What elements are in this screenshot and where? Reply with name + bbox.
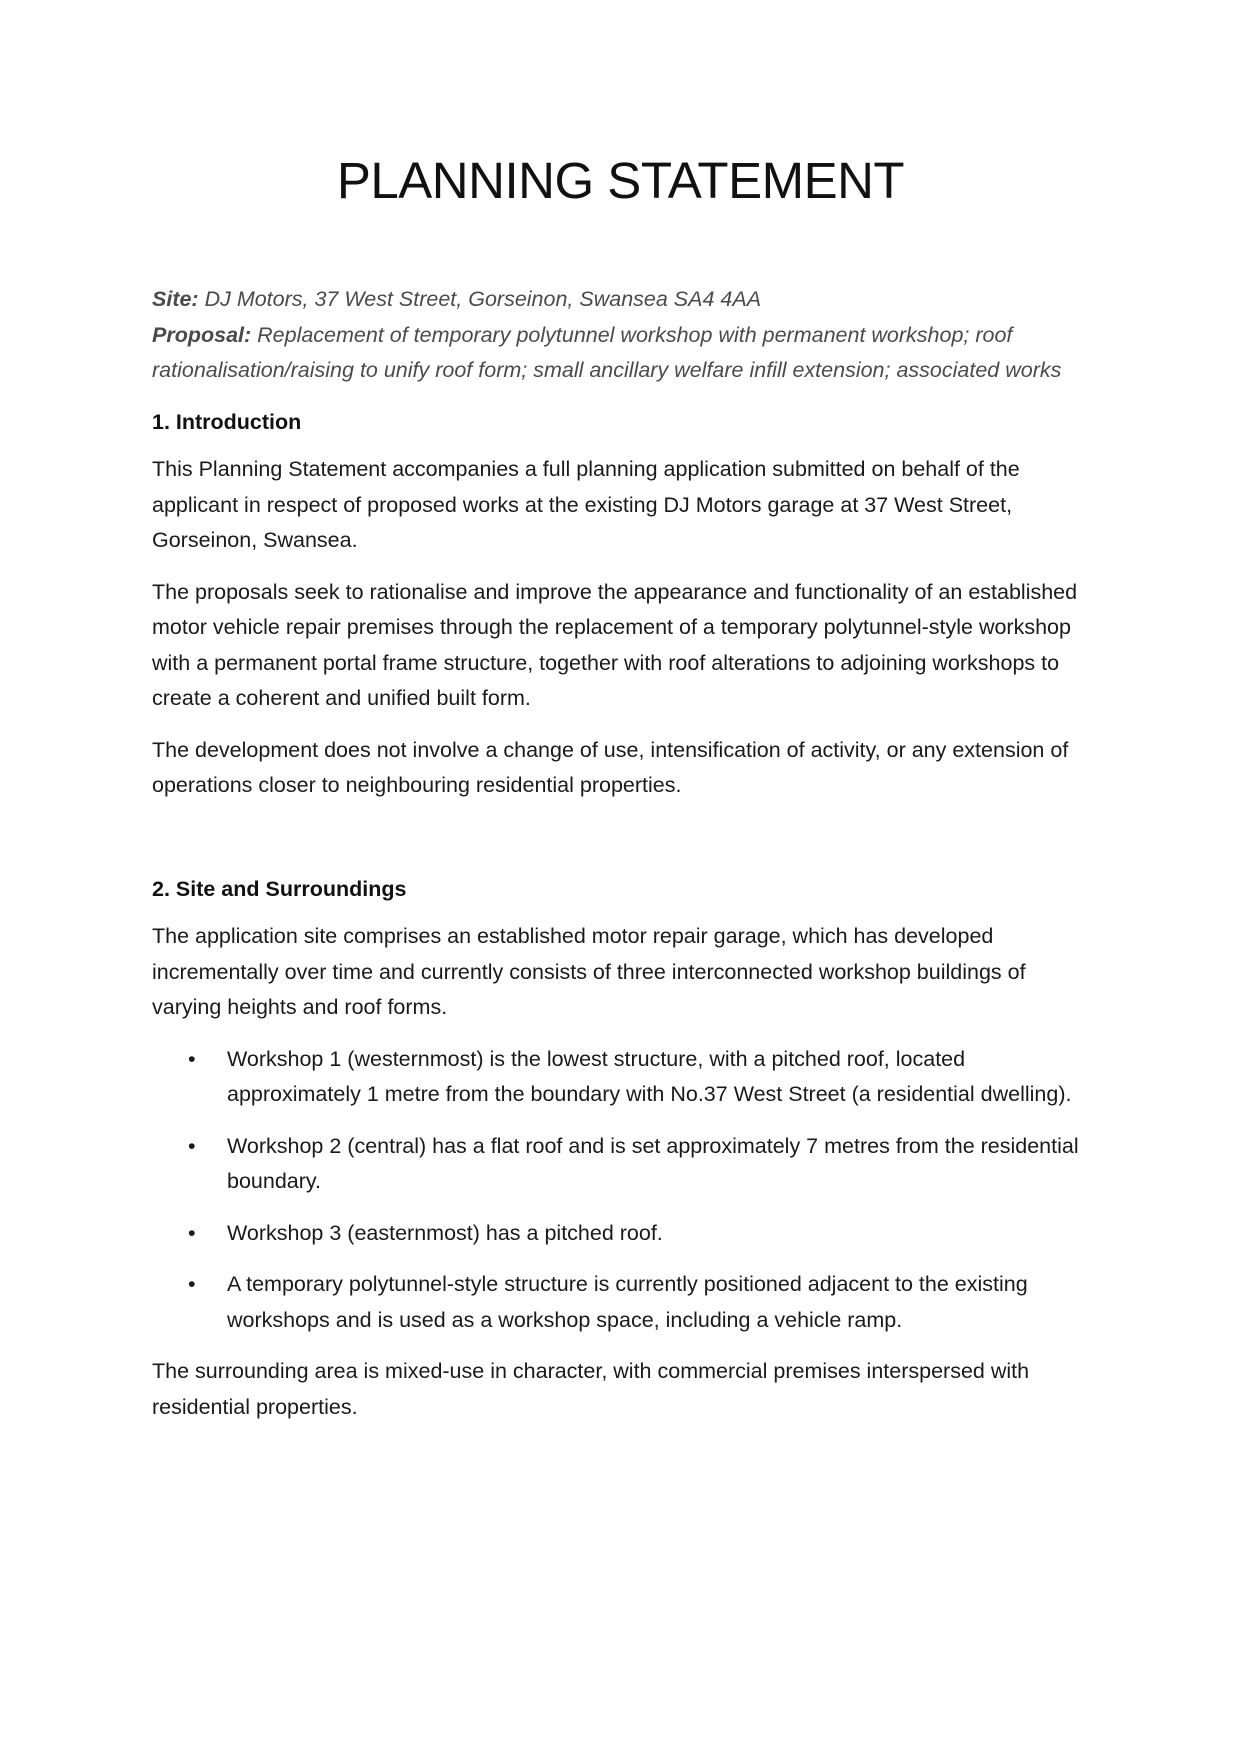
site-label: Site:: [152, 287, 199, 311]
bullet-icon: •: [188, 1133, 196, 1158]
document-body: [152, 282, 1092, 1441]
section-heading-introduction: 1. Introduction: [152, 409, 302, 434]
bullet-text: Workshop 3 (easternmost) has a pitched roof.: [227, 1220, 663, 1245]
bullet-item: [152, 1267, 1092, 1338]
site-proposal-block: [152, 282, 1092, 389]
bullet-item: [152, 1216, 1092, 1252]
introduction-paragraph: This Planning Statement accompanies a full planning application submitted on behalf of the applicant in respect of proposed works at the existing DJ Motors garage at 37 West Street, Gorseinon, Swansea.: [152, 457, 1020, 552]
bullet-icon: •: [188, 1220, 196, 1245]
bullet-item: [152, 1042, 1092, 1113]
bullet-icon: •: [188, 1046, 196, 1071]
site-intro-paragraph: The application site comprises an established motor repair garage, which has developed incrementally over time and currently consists of three interconnected workshop buildings of varying heights and roof forms.: [152, 924, 1026, 1019]
workshop-bullet-list: [152, 1042, 1092, 1339]
bullet-text: Workshop 1 (westernmost) is the lowest structure, with a pitched roof, located approximately 1 metre from the boundary with No.37 West Street (a residential dwelling).: [227, 1046, 1072, 1106]
bullet-text: A temporary polytunnel-style structure is currently positioned adjacent to the existing workshops and is used as a workshop space, including a vehicle ramp.: [227, 1272, 1028, 1332]
introduction-paragraph: The development does not involve a change of use, intensification of activity, or any extension of operations closer to neighbouring residential properties.: [152, 737, 1069, 797]
bullet-text: Workshop 2 (central) has a flat roof and is set approximately 7 metres from the residential boundary.: [227, 1133, 1079, 1193]
site-value: DJ Motors, 37 West Street, Gorseinon, Swansea SA4 4AA: [198, 287, 762, 311]
section-spacer: [152, 820, 1092, 872]
proposal-value: Replacement of temporary polytunnel workshop with permanent workshop; roof rationalisation/raising to unify roof form; small ancillary welfare infill extension; associated works: [152, 322, 1062, 382]
section-heading-site-and-surroundings: 2. Site and Surroundings: [152, 876, 407, 901]
bullet-icon: •: [188, 1272, 196, 1296]
site-closing-paragraph: The surrounding area is mixed-use in character, with commercial premises interspersed with residential properties.: [152, 1359, 1030, 1419]
proposal-label: Proposal:: [152, 322, 252, 347]
bullet-item: [152, 1129, 1092, 1200]
introduction-paragraph: The proposals seek to rationalise and improve the appearance and functionality of an established motor vehicle repair premises through the replacement of a temporary polytunnel-style workshop with a permanent portal frame structure, together with roof alterations to adjoining workshops to create a coherent and unified built form.: [152, 579, 1078, 710]
document-title: PLANNING STATEMENT: [336, 152, 905, 209]
